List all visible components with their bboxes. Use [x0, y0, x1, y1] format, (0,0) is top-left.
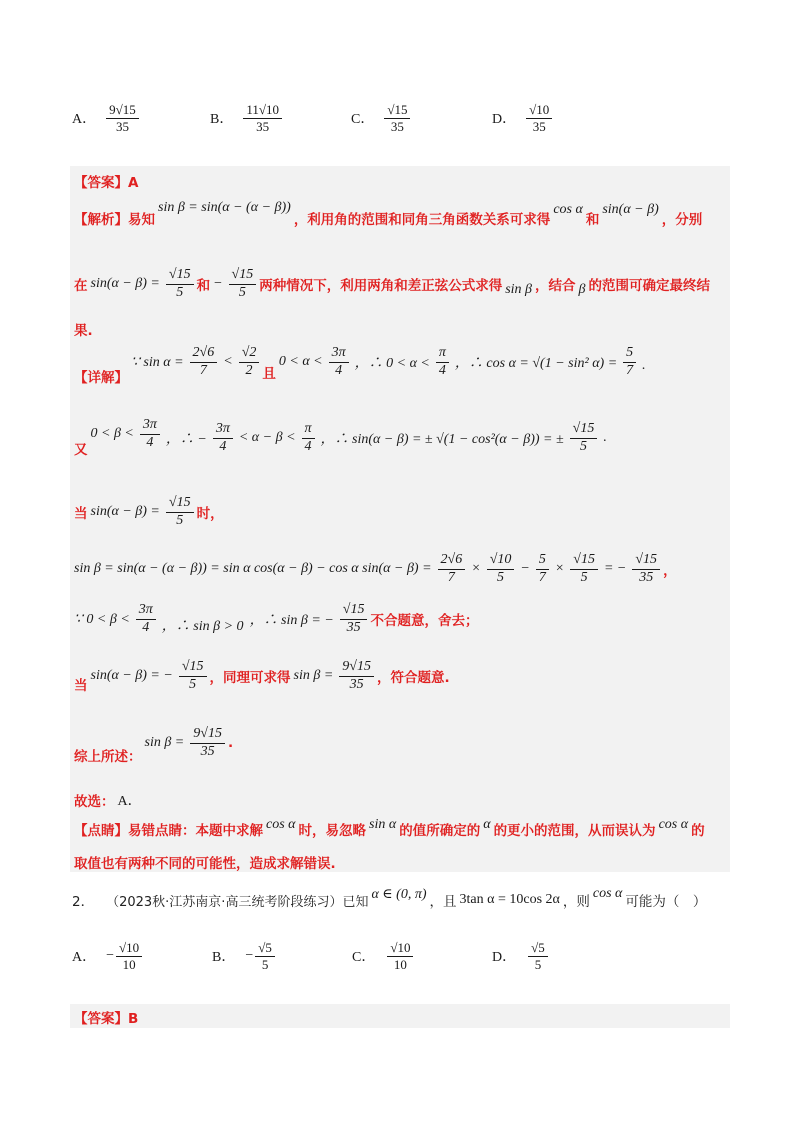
q1-choice-b[interactable] [210, 96, 282, 140]
q2-stem: 2． （2023秋·江苏南京·高三统考阶段练习）已知 α ∈ (0, π) ，且 3tan α = 10cos 2α ，则 cos α 可能为（ ） [72, 886, 707, 910]
detail-line-2: 又 0 < β < $\frac{3\pi}{4}$ ，∴ − $\frac{3\pi}{4}$ < α − β < $\frac{\pi}{4}$ ，∴ sin(α − β) = ± √(1 − cos²(α − β)) = ± $\frac{√15}{5}$ . [74, 416, 607, 458]
detail-line-3: 当 sin(α − β) = $\frac{√15}{5}$ 时， [74, 494, 224, 528]
fraction: $\frac{9√15}{35}$ [190, 727, 225, 759]
fraction: $\frac{√15}{5}$ [570, 553, 598, 585]
fraction: $\frac{√10}{10}$ [387, 941, 413, 971]
fraction: $\frac{√10}{10}$ [116, 941, 142, 971]
q1-choices [72, 96, 732, 140]
q2-choices [72, 934, 732, 978]
choice-label: D． [492, 950, 517, 965]
fraction: $\frac{3\pi}{4}$ [136, 603, 156, 635]
q2-choice-c[interactable] [352, 934, 413, 978]
fraction: $\frac{√15}{5}$ [179, 660, 207, 692]
fraction: $\frac{2√6}{7}$ [438, 553, 466, 585]
choice-label: C． [351, 112, 375, 127]
fraction: $\frac{3\pi}{4}$ [329, 346, 349, 378]
question-source: （2023秋·江苏南京·高三统考阶段练习）已知 [106, 894, 369, 910]
fraction: $\frac{√10}{5}$ [487, 553, 515, 585]
fraction: $\frac{√10}{35}$ [526, 103, 552, 133]
analysis-line-2: 在 sin(α − β) = $\frac{√15}{5}$ 和 − $\frac{√15}{5}$ 两种情况下，利用两角和差正弦公式求得 sin β ，结合 β 的范围可确定最终结 [74, 266, 711, 300]
q1-answer: 【答案】A [74, 175, 139, 191]
detail-line-5: ∵ 0 < β < $\frac{3\pi}{4}$ ，∴ sin β > 0 ，∴ sin β = − $\frac{√15}{35}$ 不合题意，舍去； [74, 601, 479, 635]
detail-line-8: 故选： A． [74, 794, 142, 810]
fraction: $\frac{√15}{5}$ [229, 268, 257, 300]
q2-choice-d[interactable] [492, 934, 548, 978]
question-number: 2． [72, 894, 95, 910]
q1-choice-d[interactable] [492, 96, 552, 140]
fraction: $\frac{√2}{2}$ [239, 346, 260, 378]
analysis-line-3: 果. [74, 323, 93, 339]
fraction: $\frac{2√6}{7}$ [190, 346, 218, 378]
fraction: $\frac{\pi}{4}$ [436, 346, 449, 378]
fraction: $\frac{√5}{5}$ [528, 941, 548, 971]
choice-label: C． [352, 950, 376, 965]
fraction: $\frac{9√15}{35}$ [106, 103, 139, 133]
fraction: $\frac{√15}{5}$ [166, 496, 194, 528]
fraction: $\frac{√15}{35}$ [384, 103, 410, 133]
analysis-line-1: 【解析】易知 sin β = sin(α − (α − β)) ，利用角的范围和同角三角函数关系可求得 cos α 和 sin(α − β) ，分别 [74, 200, 703, 228]
fraction: $\frac{3\pi}{4}$ [140, 418, 160, 450]
fraction: $\frac{√15}{35}$ [632, 553, 660, 585]
fraction: $\frac{√15}{35}$ [340, 603, 368, 635]
detail-line-4: sin β = sin(α − (α − β)) = sin α cos(α − β) − cos α sin(α − β) = $\frac{2√6}{7}$ × $\frac{√10}{5}$ − $\frac{5}{7}$ × $\frac{√15}{5}$ = − $\frac{√15}{35}$ ， [74, 551, 677, 585]
choice-label: B． [210, 112, 234, 127]
fraction: $\frac{5}{7}$ [536, 553, 549, 585]
q1-choice-a[interactable] [72, 96, 139, 140]
detail-line-1: 【详解】 ∵ sin α = $\frac{2√6}{7}$ < $\frac{√2}{2}$ 且 0 < α < $\frac{3\pi}{4}$ ，∴ 0 < α < $\frac{\pi}{4}$ ，∴ cos α = √(1 − sin² α) = $\frac{5}{7}$ . [74, 344, 646, 386]
fraction: $\frac{3\pi}{4}$ [213, 422, 233, 454]
fraction: $\frac{5}{7}$ [623, 346, 636, 378]
q2-answer: 【答案】B [74, 1011, 139, 1027]
fraction: $\frac{√15}{5}$ [166, 268, 194, 300]
detail-line-6: 当 sin(α − β) = − $\frac{√15}{5}$ ，同理可求得 sin β = $\frac{9√15}{35}$ ，符合题意. [74, 658, 450, 694]
choice-label: D． [492, 112, 517, 127]
detail-line-7: 综上所述： sin β = $\frac{9√15}{35}$ . [74, 725, 234, 765]
q2-choice-a[interactable]: A． − $\frac{√10}{10}$ [72, 934, 142, 978]
choice-label: A． [72, 112, 97, 127]
fraction: $\frac{\pi}{4}$ [302, 422, 315, 454]
choice-label: B． [212, 950, 236, 965]
fraction: $\frac{9√15}{35}$ [339, 660, 374, 692]
q2-choice-b[interactable]: B． − $\frac{√5}{5}$ [212, 934, 275, 978]
choice-label: A． [72, 950, 97, 965]
q1-choice-c[interactable] [351, 96, 410, 140]
q2-solution-box [70, 1004, 730, 1028]
tip-line-2: 取值也有两种不同的可能性，造成求解错误. [74, 856, 336, 872]
fraction: $\frac{√15}{5}$ [570, 422, 598, 454]
fraction: $\frac{11√10}{35}$ [243, 103, 282, 133]
tip-line-1: 【点睛】易错点睛：本题中求解 cos α 时，易忽略 sin α 的值所确定的 α 的更小的范围，从而误认为 cos α 的 [74, 817, 705, 839]
fraction: $\frac{√5}{5}$ [255, 941, 275, 971]
